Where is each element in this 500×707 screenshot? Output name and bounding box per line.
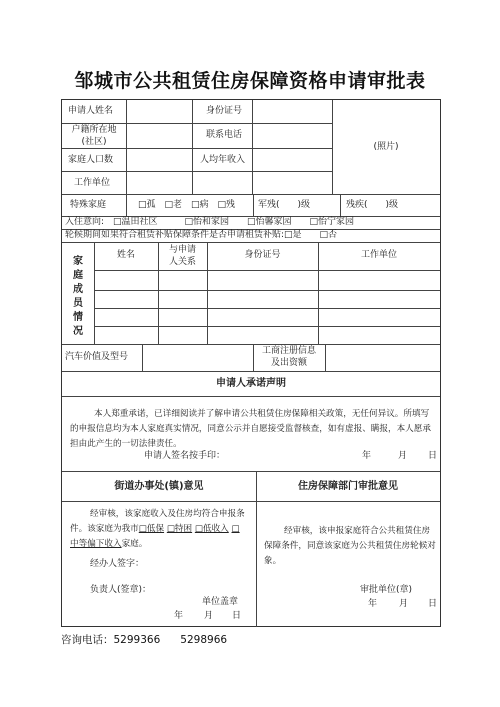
application-form	[61, 99, 441, 627]
form-title: 邹城市公共租赁住房保障资格申请审批表	[74, 70, 426, 92]
residence-intention-options[interactable]: 入住意向: □温田社区 □怡和家园 □怡馨家园 □怡宁家园	[65, 217, 355, 227]
street-office-text-main: 经审核，该家庭收入及住房均符合申报条件。该家庭为我市	[70, 509, 245, 534]
family-size-label: 家庭人口数	[68, 155, 114, 165]
special-family-label: 特殊家庭	[70, 200, 107, 210]
approval-unit-label: 审批单位(章)	[360, 585, 413, 595]
street-office-text-tail: 家庭。	[121, 539, 148, 549]
handler-signature-label: 经办人签字：	[90, 559, 145, 569]
rental-subsidy-question[interactable]: 轮候期间如果符合租赁补贴保障条件是否申请租赁补贴:□是 □否	[65, 230, 338, 240]
business-registration-label: 工商注册信息	[261, 346, 316, 356]
consult-phone-2: 5298966	[180, 634, 228, 646]
consult-phone-line	[61, 632, 227, 647]
declaration-heading: 申请人承诺声明	[216, 378, 286, 389]
declaration-year: 年	[362, 451, 372, 461]
consult-phone-1: 5299366	[113, 634, 161, 646]
family-members-side-label: 家庭成员情况	[73, 256, 83, 337]
street-year: 年	[174, 611, 184, 621]
member-work-header: 工作单位	[360, 250, 397, 260]
extreme-poverty-option[interactable]: □特困	[166, 524, 193, 534]
member-name-header: 姓名	[116, 250, 135, 260]
housing-dept-heading: 住房保障部门审批意见	[298, 481, 398, 492]
phone-label: 联系电话	[206, 130, 243, 140]
consult-phone-label: 咨询电话：	[61, 634, 114, 646]
id-number-label: 身份证号	[206, 106, 243, 116]
disability-level-field[interactable]: 残疾( )级	[346, 200, 399, 210]
low-income-option[interactable]: □低收入	[194, 524, 229, 534]
hukou-label: 户籍所在地	[71, 125, 117, 135]
street-day: 日	[232, 611, 242, 621]
street-unit-seal: 单位盖章	[202, 597, 239, 607]
photo-placeholder: (照片)	[373, 142, 399, 152]
declaration-day: 日	[428, 451, 438, 461]
street-month: 月	[204, 611, 214, 621]
car-value-label: 汽车价值及型号	[65, 352, 129, 362]
member-relation-header-2: 人关系	[168, 257, 196, 267]
military-disability-field[interactable]: 军残( )级	[258, 200, 311, 210]
housing-dept-text: 经审核，该申报家庭符合公共租赁住房保障条件，同意该家庭为公共租赁住房轮候对象。	[264, 526, 436, 566]
income-label: 人均年收入	[200, 155, 246, 165]
leader-signature-label: 负责人(签章)：	[90, 585, 152, 595]
street-office-text	[70, 507, 248, 552]
declaration-month: 月	[398, 451, 408, 461]
member-id-header: 身份证号	[244, 250, 281, 260]
business-registration-label-2: 及出资额	[270, 358, 307, 368]
declaration-text: 本人郑重承诺，已详细阅读并了解申请公共租赁住房保障相关政策，无任何异议。所填写的申报信息均为本人家庭真实情况，同意公示并自愿接受监督核查，如有虚报、瞒报，本人愿承担由此产生的一切法律责任。	[70, 409, 431, 449]
housing-year: 年	[368, 599, 378, 609]
special-family-options[interactable]: □孤 □老 □病 □残	[138, 200, 236, 210]
applicant-signature-label: 申请人签名按手印：	[144, 451, 226, 461]
lower-middle-income-option[interactable]: □中等偏下收入	[70, 524, 240, 549]
housing-month: 月	[399, 599, 409, 609]
housing-day: 日	[428, 599, 438, 609]
work-unit-label: 工作单位	[74, 178, 111, 188]
member-relation-header: 与申请	[168, 245, 196, 255]
low-insurance-option[interactable]: □低保	[138, 524, 165, 534]
hukou-sub-label: (社区)	[81, 137, 107, 147]
street-office-heading: 街道办事处(镇)意见	[114, 481, 204, 492]
applicant-name-label: 申请人姓名	[68, 106, 114, 116]
